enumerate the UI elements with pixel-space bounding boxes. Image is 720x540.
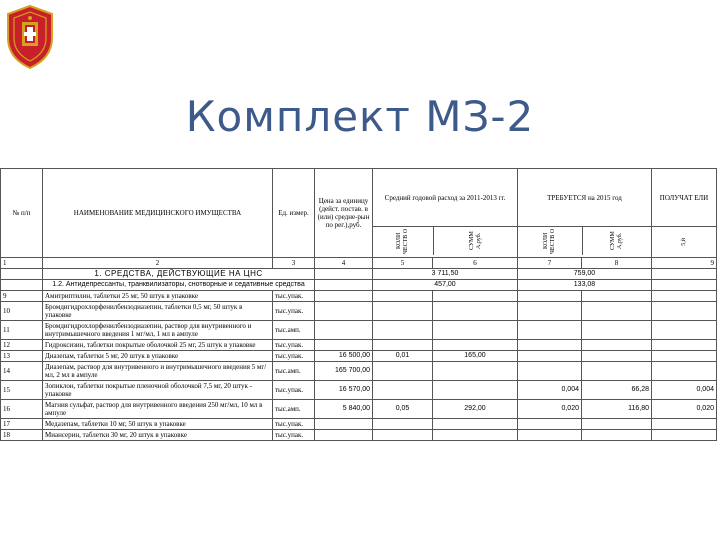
cell-qty2: 0,004 [518,381,582,400]
cell-qty2 [518,340,582,351]
cell-unit: тыс.упак. [273,291,315,302]
cell-price [315,321,373,340]
cell-name: Бромдигидрохлорфенилбензодиазепин, раствор для внутривенного и внутримышечного введения 1 мг/мл, 1 мл в ампуле [43,321,273,340]
cell-sum2 [582,419,652,430]
cell-name: Зопиклон, таблетки покрытые пленочной оболочкой 7,5 мг, 20 штук - упаковке [43,381,273,400]
cell-unit: тыс.упак. [273,340,315,351]
medical-supply-table [0,168,717,441]
table-row [1,362,717,381]
header-req: ТРЕБУЕТСЯ на 2015 год [518,170,651,227]
slide-title: Комплект МЗ-2 [185,92,535,141]
cell-sum2 [582,351,652,362]
cell-sum1 [433,381,518,400]
cell-rec: 0,020 [652,400,717,419]
cell-sum2 [582,430,652,441]
header-sum1: СУММ А,руб. [468,231,482,251]
cell-sum2: 66,28 [582,381,652,400]
header-avg-group [373,169,518,258]
cell-name: Диазепам, таблетки 5 мг, 20 штук в упаковке [43,351,273,362]
header-rec-group [652,169,717,258]
cell-sum2 [582,340,652,351]
header-rec: ПОЛУЧАТ ЕЛИ [652,170,716,227]
cell-sum1 [433,291,518,302]
table-row [1,291,717,302]
cell-sum2 [582,302,652,321]
cell-rec [652,351,717,362]
cell-rec [652,291,717,302]
cell-num: 11 [1,321,43,340]
cell-rec [652,362,717,381]
cell-price [315,419,373,430]
header-last: 5,й [680,237,687,246]
cell-unit: тыс.амп. [273,362,315,381]
index-cell: 7 [518,258,582,269]
cell-unit: тыс.амп. [273,400,315,419]
cell-name: Диазепам, раствор для внутривенного и внутримышечного введения 5 мг/мл, 2 мл в ампуле [43,362,273,381]
section-title: 1. СРЕДСТВА, ДЕЙСТВУЮЩИЕ НА ЦНС [43,269,315,280]
cell-num: 17 [1,419,43,430]
cell-sum1: 292,00 [433,400,518,419]
table-row [1,321,717,340]
index-cell: 9 [652,258,717,269]
cell-rec [652,430,717,441]
item-rows [1,291,717,441]
cell-name: Амитриптилин, таблетки 25 мг, 50 штук в упаковке [43,291,273,302]
cell-qty1 [373,381,433,400]
cell-qty1 [373,419,433,430]
cell-qty2 [518,291,582,302]
cell-price [315,291,373,302]
cell-rec [652,302,717,321]
cell-num: 13 [1,351,43,362]
cell-num: 9 [1,291,43,302]
cell-unit: тыс.амп. [273,321,315,340]
cell-qty1: 0,05 [373,400,433,419]
cell-qty2 [518,351,582,362]
cell-unit: тыс.упак. [273,302,315,321]
cell-qty1 [373,321,433,340]
cell-price: 165 700,00 [315,362,373,381]
cell-sum1: 165,00 [433,351,518,362]
header-qty1: КОЛИ ЧЕСТВ О [396,228,409,254]
cell-sum2 [582,362,652,381]
cell-sum1 [433,321,518,340]
cell-name: Миансерин, таблетки 30 мг, 20 штук в упаковке [43,430,273,441]
index-cell: 3 [273,258,315,269]
cell-sum1 [433,419,518,430]
section-avg-sum: 3 711,50 [373,269,518,280]
cell-qty2 [518,419,582,430]
cell-qty2 [518,321,582,340]
index-cell: 1 [1,258,43,269]
table-row [1,302,717,321]
cell-qty1 [373,340,433,351]
index-row [1,258,717,269]
index-cell: 2 [43,258,273,269]
cell-unit: тыс.упак. [273,351,315,362]
header-price: Цена за единицу (дейст. постав. в (или) средне-рын по рег.),руб. [315,169,373,258]
cell-rec: 0,004 [652,381,717,400]
cell-price [315,340,373,351]
cell-unit: тыс.упак. [273,381,315,400]
header-num: № п/п [1,169,43,258]
subsection-req-sum: 133,08 [518,280,652,291]
cell-sum1 [433,302,518,321]
cell-unit: тыс.упак. [273,430,315,441]
cell-price: 16 500,00 [315,351,373,362]
cell-num: 12 [1,340,43,351]
index-cell: 8 [582,258,652,269]
index-cell: 4 [315,258,373,269]
cell-name: Медазепам, таблетки 10 мг, 50 штук в упаковке [43,419,273,430]
table-row [1,419,717,430]
cell-name: Бромдигидрохлорфенилбензодиазепин, таблетки 0,5 мг, 50 штук в упаковке [43,302,273,321]
index-cell: 6 [433,258,518,269]
cell-qty1 [373,362,433,381]
section-req-sum: 759,00 [518,269,652,280]
header-qty2: КОЛИ ЧЕСТВ О [543,228,556,254]
subsection-row [1,280,717,291]
cell-unit: тыс.упак. [273,419,315,430]
header-unit: Ед. измер. [273,169,315,258]
cell-sum2 [582,291,652,302]
cell-sum1 [433,340,518,351]
header-name: НАИМЕНОВАНИЕ МЕДИЦИНСКОГО ИМУЩЕСТВА [43,169,273,258]
cell-price: 5 840,00 [315,400,373,419]
cell-num: 16 [1,400,43,419]
cell-name: Магния сульфат, раствор для внутривенного введения 250 мг/мл, 10 мл в ампуле [43,400,273,419]
cell-qty1 [373,302,433,321]
cell-num: 14 [1,362,43,381]
cell-rec [652,419,717,430]
cell-sum1 [433,430,518,441]
table-row [1,430,717,441]
cell-num: 18 [1,430,43,441]
cell-qty2 [518,430,582,441]
cell-qty2 [518,302,582,321]
header-sum2: СУММ А,руб. [610,231,623,251]
table-row [1,351,717,362]
cell-sum2 [582,321,652,340]
cell-num: 10 [1,302,43,321]
subsection-title: 1.2. Антидепрессанты, транквилизаторы, снотворные и седативные средства [43,280,315,291]
cell-price: 16 570,00 [315,381,373,400]
header-req-group [518,169,652,258]
emblem-icon [4,4,56,70]
index-cell: 5 [373,258,433,269]
cell-qty1 [373,291,433,302]
cell-name: Гидроксизин, таблетки покрытые оболочкой 25 мг, 25 штук в упаковке [43,340,273,351]
cell-qty1 [373,430,433,441]
cell-qty2: 0,020 [518,400,582,419]
cell-qty1: 0,01 [373,351,433,362]
cell-qty2 [518,362,582,381]
section-row [1,269,717,280]
cell-num: 15 [1,381,43,400]
cell-price [315,430,373,441]
cell-rec [652,321,717,340]
cell-sum2: 116,80 [582,400,652,419]
header-avg: Средний годовой расход за 2011-2013 гг. [373,170,517,227]
cell-price [315,302,373,321]
table-row [1,400,717,419]
table-row [1,381,717,400]
cell-sum1 [433,362,518,381]
cell-rec [652,340,717,351]
subsection-avg-sum: 457,00 [373,280,518,291]
table-row [1,340,717,351]
